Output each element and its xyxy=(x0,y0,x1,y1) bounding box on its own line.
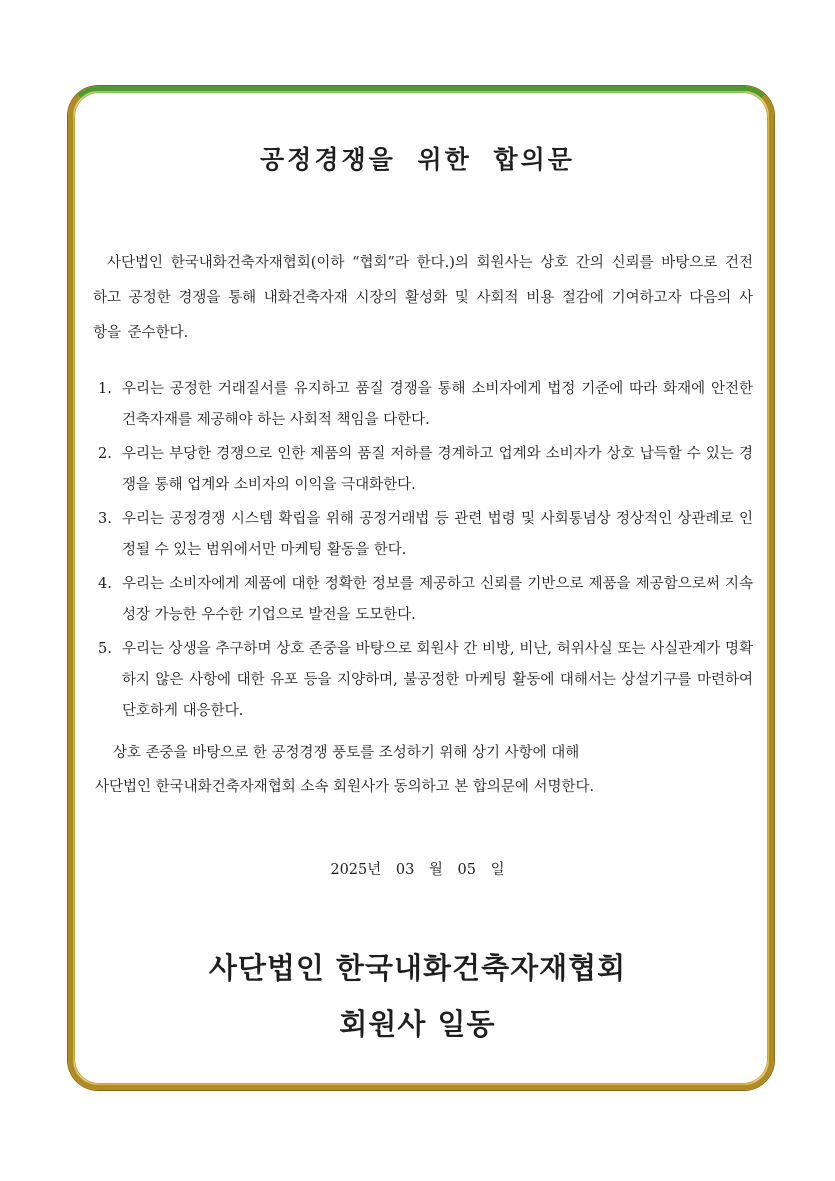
item-number: 2. xyxy=(98,446,112,462)
signing-date: 2025년 03 월 05 일 xyxy=(330,862,505,878)
closing-line-2: 사단법인 한국내화건축자재협회 소속 회원사가 동의하고 본 합의문에 서명한다. xyxy=(95,779,595,795)
item-number: 1. xyxy=(98,381,112,397)
closing-line-1: 상호 존중을 바탕으로 한 공정경쟁 풍토를 조성하기 위해 상기 사항에 대해 xyxy=(113,745,580,761)
item-number: 5. xyxy=(98,641,112,657)
item-text: 우리는 소비자에게 제품에 대한 정확한 정보를 제공하고 신뢰를 기반으로 제품을 제공함으로써 지속성장 가능한 우수한 기업으로 발전을 도모한다. xyxy=(122,576,753,623)
agreement-item-4 xyxy=(98,569,753,631)
agreement-item-3 xyxy=(98,504,753,566)
agreement-items-list xyxy=(98,374,753,730)
item-text: 우리는 상생을 추구하며 상호 존중을 바탕으로 회원사 간 비방, 비난, 허위사실 또는 사실관계가 명확하지 않은 사항에 대한 유포 등을 지양하며, 불공정한 마케팅 활동에 대해서는 상설기구를 마련하여 단호하게 대응한다. xyxy=(122,641,753,719)
item-number: 4. xyxy=(98,576,112,592)
closing-paragraph xyxy=(95,736,755,804)
item-text: 우리는 부당한 경쟁으로 인한 제품의 품질 저하를 경계하고 업계와 소비자가 상호 납득할 수 있는 경쟁을 통해 업계와 소비자의 이익을 극대화한다. xyxy=(122,446,753,493)
organization-name: 사단법인 한국내화건축자재협회 xyxy=(208,951,627,985)
signatories-line: 회원사 일동 xyxy=(339,1007,496,1041)
item-text: 우리는 공정한 거래질서를 유지하고 품질 경쟁을 통해 소비자에게 법정 기준에 따라 화재에 안전한 건축자재를 제공해야 하는 사회적 책임을 다한다. xyxy=(122,381,753,428)
item-number: 3. xyxy=(98,511,112,527)
intro-paragraph: 사단법인 한국내화건축자재협회(이하 “협회”라 한다.)의 회원사는 상호 간의 신뢰를 바탕으로 건전하고 공정한 경쟁을 통해 내화건축자재 시장의 활성화 및 사회적 비용 절감에 기여하고자 다음의 사항을 준수한다. xyxy=(93,255,753,341)
agreement-item-1 xyxy=(98,374,753,436)
item-text: 우리는 공정경쟁 시스템 확립을 위해 공정거래법 등 관련 법령 및 사회통념상 정상적인 상관례로 인정될 수 있는 범위에서만 마케팅 활동을 한다. xyxy=(122,511,753,558)
agreement-item-2 xyxy=(98,439,753,501)
document-title: 공정경쟁을 위한 합의문 xyxy=(260,145,575,174)
agreement-item-5 xyxy=(98,634,753,727)
